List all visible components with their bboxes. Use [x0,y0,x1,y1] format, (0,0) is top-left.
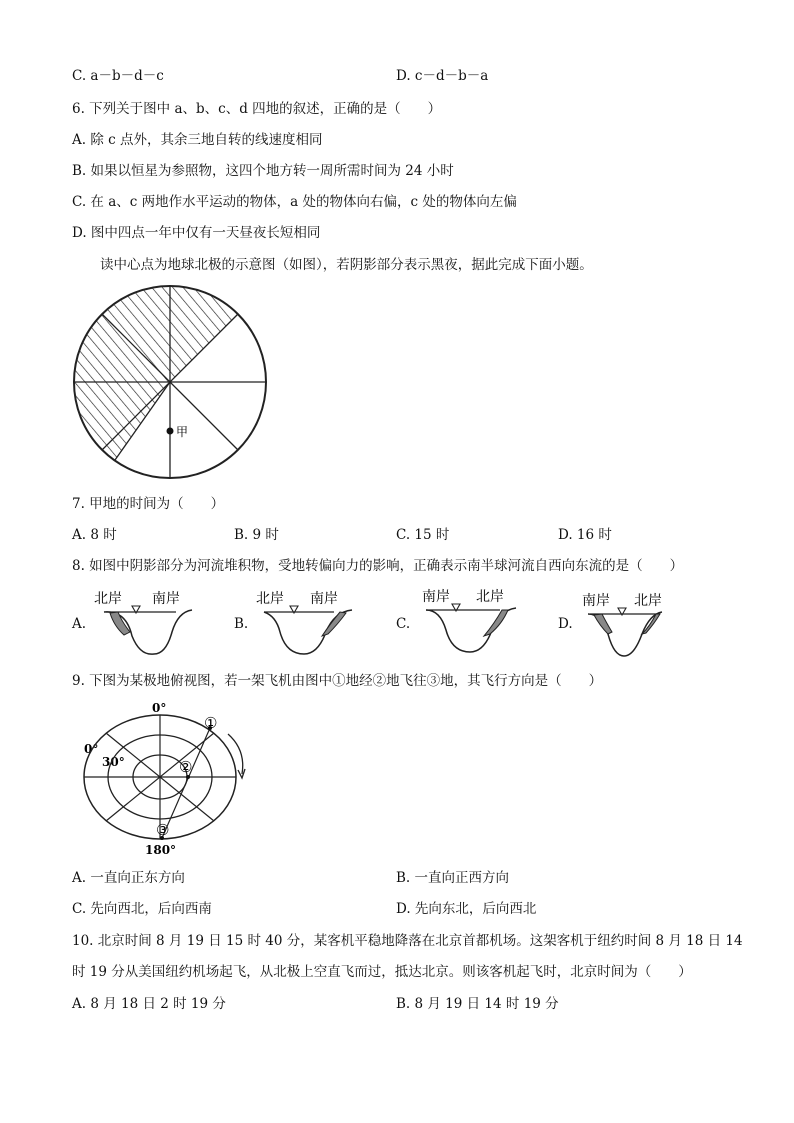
q9-stem: 9. 下图为某极地俯视图，若一架飞机由图中①地经②地飞往③地，其飞行方向是（ ） [72,673,603,689]
q6-stem: 6. 下列关于图中 a、b、c、d 四地的叙述，正确的是（ ） [72,101,442,117]
q9-option-a: A. 一直向正东方向 [72,870,185,886]
svg-text:0°: 0° [152,701,167,715]
svg-text:北岸: 北岸 [256,591,284,607]
deposit-right [484,610,508,636]
q9-option-d: D. 先向东北，后向西北 [396,901,537,917]
q8-option-a-letter: A. [72,616,87,632]
svg-text:南岸: 南岸 [422,589,450,605]
q10-stem-line2: 时 19 分从美国纽约机场起飞，从北极上空直飞而过，抵达北京。则该客机起飞时，北京时间为（ ） [72,964,692,980]
q8-option-c-letter: C. [396,616,411,632]
polar-flight-figure [78,700,278,860]
q7-option-b: B. 9 时 [234,527,279,543]
svg-text:③: ③ [156,821,170,839]
q10-option-b: B. 8 月 19 日 14 时 19 分 [396,996,559,1012]
svg-text:南岸: 南岸 [582,593,610,609]
svg-text:180°: 180° [145,843,177,857]
q8-option-d-river-section [580,590,690,662]
q8-option-a-river-section [92,588,202,660]
svg-text:北岸: 北岸 [634,593,662,609]
q8-option-d-letter: D. [558,616,573,632]
svg-text:①: ① [204,714,218,732]
q8-option-c-river-section [420,586,530,658]
deposit-left [594,614,612,634]
q10-stem-line1: 10. 北京时间 8 月 19 日 15 时 40 分，某客机平稳地降落在北京首都机场。这架客机于纽约时间 8 月 18 日 14 [72,933,743,949]
night-shaded-region [74,286,238,470]
svg-text:②: ② [179,758,193,776]
svg-text:南岸: 南岸 [310,591,338,607]
q7-option-a: A. 8 时 [72,527,117,543]
q6-option-a: A. 除 c 点外，其余三地自转的线速度相同 [72,132,323,148]
svg-text:北岸: 北岸 [476,589,504,605]
q9-option-c: C. 先向西北，后向西南 [72,901,212,917]
q7-option-c: C. 15 时 [396,527,450,543]
svg-text:南岸: 南岸 [152,591,180,607]
q6-option-b: B. 如果以恒星为参照物，这四个地方转一周所需时间为 24 小时 [72,163,454,179]
q8-option-b-letter: B. [234,616,249,632]
deposit-right [322,612,346,636]
passage-intro: 读中心点为地球北极的示意图（如图），若阴影部分表示黑夜，据此完成下面小题。 [100,257,593,273]
q7-stem: 7. 甲地的时间为（ ） [72,496,225,512]
q10-option-a: A. 8 月 18 日 2 时 19 分 [72,996,226,1012]
q5-option-c: C. a－b－d－c [72,68,164,84]
svg-text:30°: 30° [102,755,125,769]
polar-day-night-figure [70,290,270,470]
q7-option-d: D. 16 时 [558,527,612,543]
svg-text:北岸: 北岸 [94,591,122,607]
point-jia-label: 甲 [176,425,189,439]
svg-text:0°: 0° [84,742,99,756]
q5-option-d: D. c－d－b－a [396,68,489,84]
q9-option-b: B. 一直向正西方向 [396,870,510,886]
point-jia [167,428,174,435]
q6-option-c: C. 在 a、c 两地作水平运动的物体，a 处的物体向右偏，c 处的物体向左偏 [72,194,517,210]
q8-option-b-river-section [254,588,364,660]
deposit-right [642,614,660,634]
q8-stem: 8. 如图中阴影部分为河流堆积物，受地转偏向力的影响，正确表示南半球河流自西向东流的是（ ） [72,558,684,574]
q6-option-d: D. 图中四点一年中仅有一天昼夜长短相同 [72,225,321,241]
